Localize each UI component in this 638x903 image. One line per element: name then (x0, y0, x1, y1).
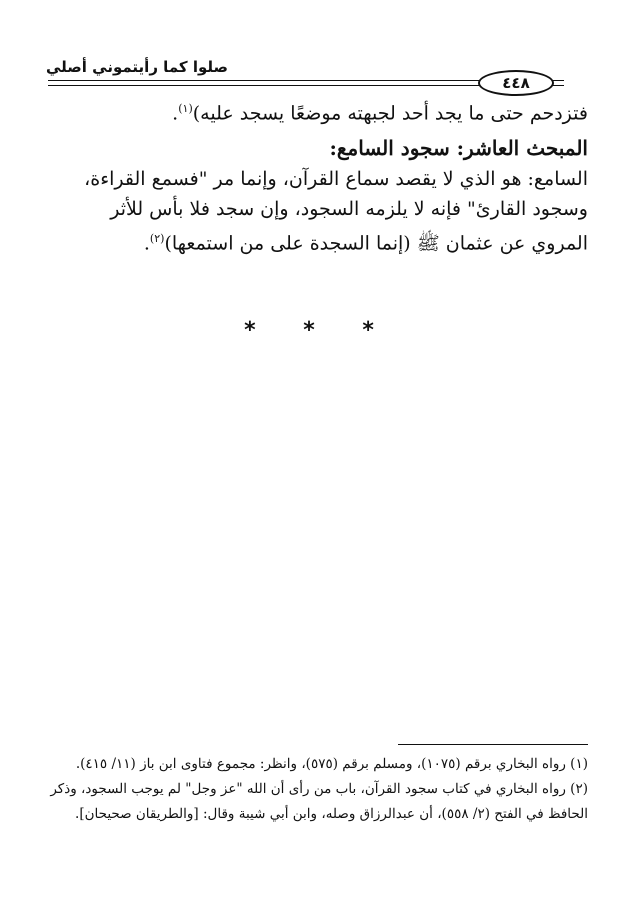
opening-line-text: فتزدحم حتى ما يجد أحد لجبهته موضعًا يسجد عليه) (192, 102, 588, 125)
footnote-divider (398, 744, 588, 745)
main-text (50, 94, 588, 259)
section-separator: * * * (244, 318, 394, 343)
opening-line-end: . (172, 102, 179, 125)
footnote-ref-1: (١) (178, 102, 193, 115)
section-heading: المبحث العاشر: سجود السامع: (329, 136, 588, 161)
section-paragraph (50, 164, 588, 258)
section-paragraph-end: . (143, 232, 150, 255)
opening-line (50, 94, 588, 128)
page-number: ٤٤٨ (478, 70, 554, 96)
running-title: صلوا كما رأيتموني أصلي (46, 58, 228, 76)
footnote-2: (٢) رواه البخاري في كتاب سجود القرآن، باب من رأى أن الله "عز وجل" لم يوجب السجود، وذكر الحافظ في الفتح (٢/ ٥٥٨)، أن عبدالرزاق وصله، وابن أبي شيبة وقال: [والطريقان صحيحان]. (50, 781, 588, 822)
footnote-1: (١) رواه البخاري برقم (١٠٧٥)، ومسلم برقم (٥٧٥)، وانظر: مجموع فتاوى ابن باز (١١/ ٤١٥). (75, 756, 588, 772)
footnote-ref-2: (٢) (149, 232, 165, 246)
section-paragraph-text: السامع: هو الذي لا يقصد سماع القرآن، وإنما مر "فسمع القراءة، وسجود القارئ" فإنه لا يلزمه السجود، وإن سجد فلا بأس للأثر المروي عن عثمان ﷺ (إنما السجدة على من استمعها) (84, 168, 588, 255)
footnotes (50, 752, 588, 827)
